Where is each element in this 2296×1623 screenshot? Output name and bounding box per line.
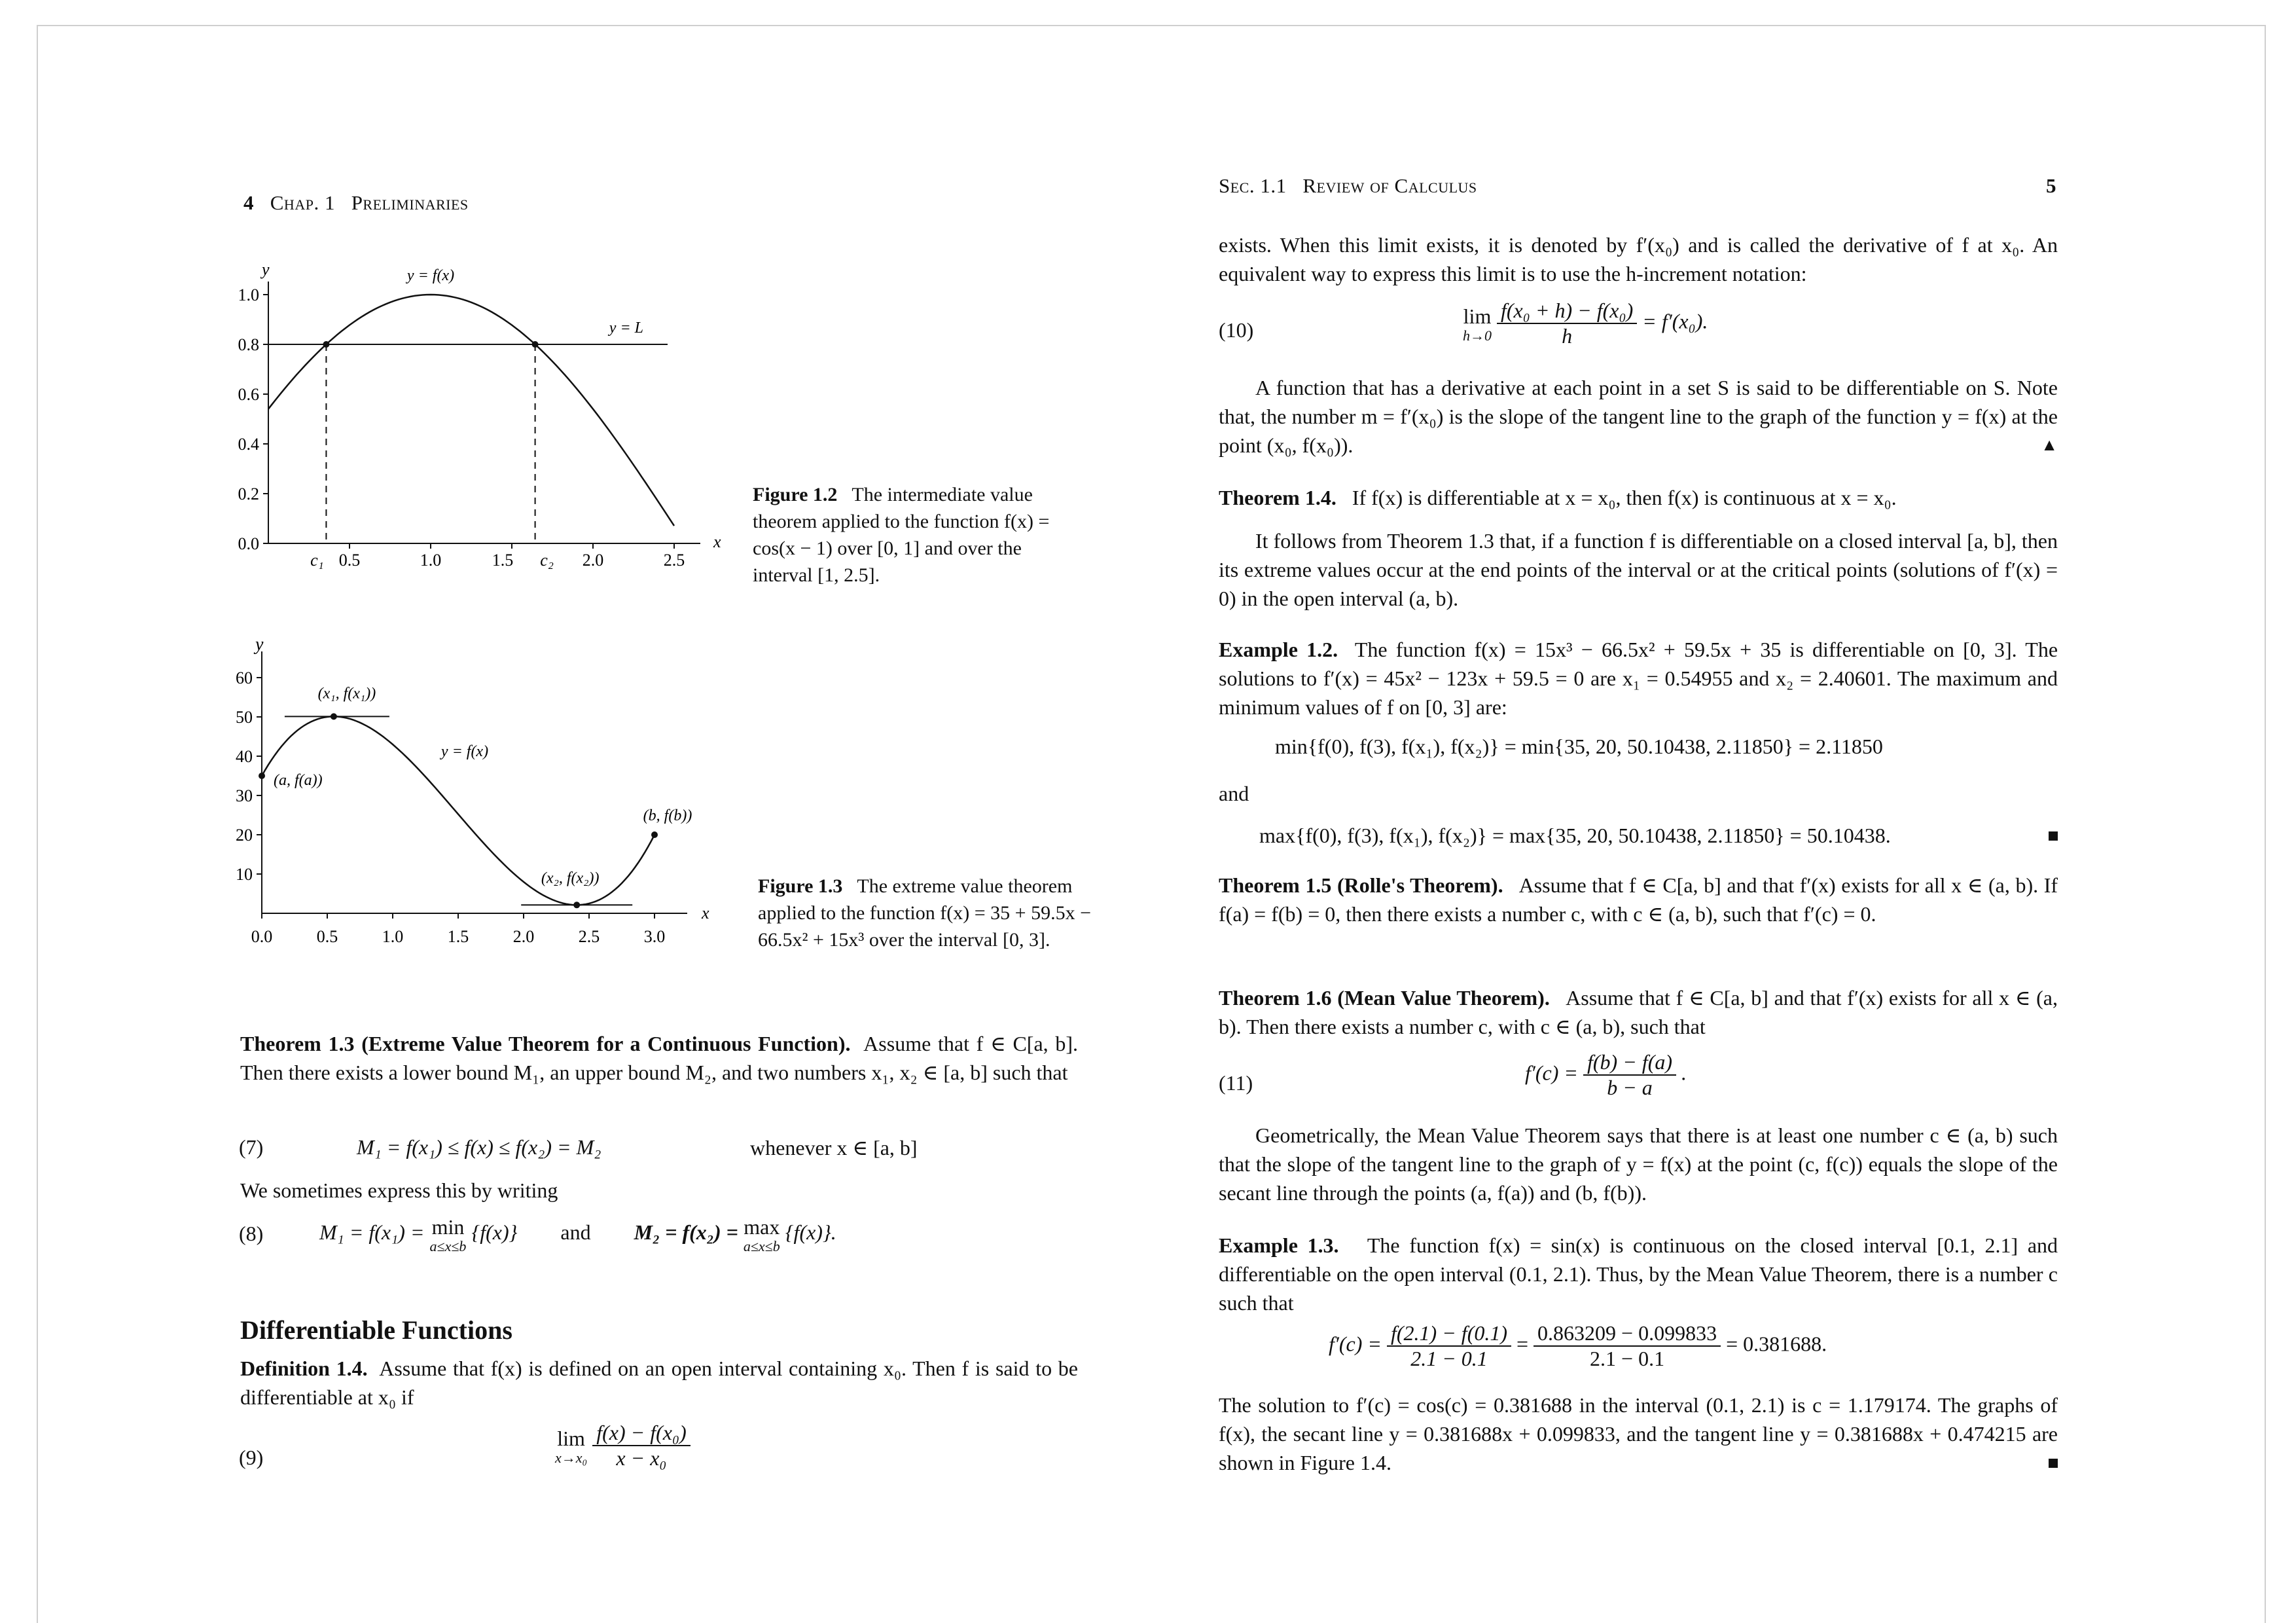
example-1-3-frac1-num: f(2.1) − f(0.1) (1387, 1321, 1511, 1347)
eq-11-lhs: f′(c) = (1525, 1061, 1578, 1085)
example-1-3-solution-text: The solution to f′(c) = cos(c) = 0.381688 in the interval (0.1, 2.1) is c = 1.179174. The graphs of f(x), the secant line y = 0.381688x + 0.099833, and the tangent line y = 0.381688x + 0.474215 are shown in Figure 1.4. (1219, 1393, 2058, 1474)
eq-10-denominator: h (1562, 324, 1573, 348)
definition-1-4-body: Assume that f(x) is defined on an open interval containing x₀. Then f is said to be differentiable at x₀ if (240, 1357, 1079, 1409)
example-1-2-title: Example 1.2. (1219, 638, 1338, 661)
eq-10-number: (10) (1219, 318, 1254, 342)
x-tick-label: 1.0 (420, 551, 442, 570)
eq-11-body (1525, 1050, 1687, 1100)
x-axis-label: x (713, 532, 721, 551)
eq-8-right-arg: {f(x)}. (785, 1220, 836, 1244)
eq-8-body (319, 1215, 836, 1254)
example-1-3-lhs: f′(c) = (1329, 1332, 1382, 1356)
point-b (651, 831, 658, 838)
figure-1-2-caption-text: The intermediate value theorem applied to the function f(x) = cos(x − 1) over [0, 1] and over the interval [1, 2.5]. (753, 484, 1050, 586)
scan-border-right (2265, 25, 2266, 1623)
example-1-2-min-equation: min{f(0), f(3), f(x₁), f(x₂)} = min{35, 20, 50.10438, 2.11850} = 2.11850 (1275, 735, 1883, 758)
differentiable-paragraph-text: A function that has a derivative at each point in a set S is said to be differentiable on S. Note that, the number m = f′(x₀) is the slope of the tangent line to the graph of the function y = f(x) at the point (x₀, f(x₀)). (1219, 376, 2058, 457)
point-x1 (331, 713, 337, 720)
eq-9-fraction (592, 1421, 691, 1470)
eq-11-numerator: f(b) − f(a) (1583, 1050, 1676, 1076)
x-tick-label: 0.0 (251, 927, 273, 946)
x-tick-label: 2.5 (663, 551, 685, 570)
x-tick-label: 1.0 (382, 927, 404, 946)
example-1-3-frac2-num: 0.863209 − 0.099833 (1534, 1321, 1721, 1347)
x-tick-label: 3.0 (643, 927, 666, 946)
eq-10-lim-sub: h→0 (1463, 327, 1492, 344)
eq-10-lim (1463, 304, 1492, 343)
eq-8-max-sub: a≤x≤b (743, 1238, 780, 1254)
follows-paragraph: It follows from Theorem 1.3 that, if a function f is differentiable on a closed interval [a, b], then its extreme values occur at the end points of the interval or at the critical points (solutions of f′(x) = 0) in the open interval (a, b). (1219, 529, 2058, 610)
c2-point (532, 341, 539, 348)
figure-1-3-caption-label: Figure 1.3 (758, 875, 843, 897)
example-1-2 (1219, 635, 2058, 721)
eq-8-min-sub: a≤x≤b (429, 1238, 467, 1254)
example-1-3-frac1-den: 2.1 − 0.1 (1410, 1347, 1488, 1370)
theorem-1-4-title: Theorem 1.4. (1219, 486, 1336, 509)
c1-point (323, 341, 329, 348)
example-1-3-rhs: = 0.381688. (1726, 1332, 1827, 1356)
definition-1-4 (240, 1354, 1078, 1412)
theorem-1-6 (1219, 983, 2058, 1041)
example-1-2-max-equation (1259, 824, 2058, 848)
curve-label: y = f(x) (406, 267, 455, 284)
eq-8-number: (8) (239, 1222, 264, 1245)
y-tick-label: 40 (236, 747, 253, 766)
left-chapter-title: Preliminaries (351, 191, 469, 214)
end-of-example-square-icon (2049, 831, 2058, 841)
scan-border-left (37, 25, 38, 1623)
y-tick-label: 0.6 (238, 385, 259, 404)
example-1-3-fraction-1 (1387, 1321, 1511, 1371)
eq-8-min-op: min (431, 1215, 465, 1239)
example-1-2-body: The function f(x) = 15x³ − 66.5x² + 59.5x + 35 is differentiable on [0, 3]. The solutions to f′(x) = 45x² − 123x + 59.5 = 0 are x₁ = 0.54955 and x₂ = 2.40601. The maximum and minimum values of f on [0, 3] are: (1219, 638, 2058, 719)
x-tick-label: 0.5 (316, 927, 338, 946)
c2-label: c₂ (540, 551, 554, 570)
definition-1-4-title: Definition 1.4. (240, 1357, 368, 1380)
eq-8-and: and (560, 1220, 591, 1244)
figure-1-3-caption-text: The extreme value theorem applied to the function f(x) = 35 + 59.5x − 66.5x² + 15x³ over the interval [0, 3]. (758, 875, 1091, 951)
eq-11-end: . (1681, 1061, 1687, 1085)
eq-7-number: (7) (239, 1135, 264, 1159)
theorem-1-5-body: Assume that f ∈ C[a, b] and that f′(x) exists for all x ∈ (a, b). If f(a) = f(b) = 0, then there exists a number c, with c ∈ (a, b), such that f′(c) = 0. (1219, 873, 2058, 926)
point-b-label: (b, f(b)) (643, 807, 692, 824)
sometimes-text: We sometimes express this by writing (240, 1178, 558, 1202)
y-tick-label: 50 (236, 708, 253, 727)
point-a (259, 773, 265, 779)
figure-1-2-caption-label: Figure 1.2 (753, 484, 838, 505)
example-1-3-body: The function f(x) = sin(x) is continuous on the closed interval [0.1, 2.1] and differentiable on the open interval (0.1, 2.1). Thus, by the Mean Value Theorem, there is a number c such that (1219, 1233, 2058, 1315)
example-1-3-equation: f′(c) = $\frac{f(2.1) - f(0.1)}{2.1 - 0.1}$ = $\frac{0.863209 - 0.099833}{2.1 - 0.1}$ = 0.381688. (1329, 1321, 1827, 1370)
y-tick-label: 0.2 (238, 484, 259, 503)
x-tick-label: 1.5 (447, 927, 469, 946)
point-x2 (573, 902, 580, 908)
right-page-number: 5 (2046, 174, 2056, 197)
y-tick-label: 0.0 (238, 534, 259, 553)
example-1-3-frac2-den: 2.1 − 0.1 (1590, 1347, 1665, 1370)
eq-11-number: (11) (1219, 1071, 1253, 1095)
figure-1-2-caption (753, 481, 1086, 589)
eq-8-left: M₁ = f(x₁) = (319, 1220, 425, 1244)
scan-border-top (37, 25, 2266, 26)
point-x2-label: (x₂, f(x₂)) (541, 869, 600, 887)
eq-10-numerator: f(x₀ + h) − f(x₀) (1497, 299, 1637, 324)
x-tick-label: 1.5 (492, 551, 514, 570)
eq-10-fraction (1497, 299, 1637, 348)
x-tick-label: 2.5 (578, 927, 600, 946)
theorem-1-5-title: Theorem 1.5 (Rolle's Theorem). (1219, 873, 1503, 897)
eq-10-lim-op: lim (1463, 304, 1492, 328)
example-1-3-fraction-2 (1534, 1321, 1721, 1371)
eq-8-left-arg: {f(x)} (471, 1220, 518, 1244)
y-tick-label: 30 (236, 786, 253, 805)
y-tick-label: 10 (236, 865, 253, 884)
point-x1-label: (x₁, f(x₁)) (317, 685, 376, 702)
y-tick-label: 0.8 (238, 335, 259, 354)
x-tick-label: 2.0 (582, 551, 604, 570)
right-running-header (1219, 174, 1477, 198)
end-of-definition-triangle-icon: ▲ (2041, 435, 2058, 454)
example-1-3-solution (1219, 1391, 2058, 1477)
eq-8-right: M₂ = f(x₂) = (634, 1220, 738, 1244)
eq-8-max-op: max (744, 1215, 780, 1239)
left-page-number: 4 (243, 191, 254, 214)
y-axis-label: y (262, 260, 270, 279)
eq-9-lim-op: lim (557, 1426, 585, 1450)
eq-10-rhs: = f′(x₀). (1642, 309, 1708, 333)
section-title-differentiable: Differentiable Functions (240, 1315, 512, 1345)
figure-1-3-chart (223, 632, 746, 985)
curve-label: y = f(x) (440, 743, 489, 760)
eq-7-body: M₁ = f(x₁) ≤ f(x) ≤ f(x₂) = M₂ (357, 1135, 601, 1159)
eq-11-denominator: b − a (1607, 1076, 1653, 1099)
example-1-2-and: and (1219, 782, 1249, 805)
left-chapter: Chap. 1 (270, 191, 335, 214)
eq-9-numerator: f(x) − f(x₀) (592, 1421, 691, 1446)
example-1-3-title: Example 1.3. (1219, 1233, 1339, 1257)
example-1-3 (1219, 1231, 2058, 1317)
eq-8-min (430, 1215, 467, 1254)
left-running-header (243, 191, 469, 215)
x-axis-label: x (702, 903, 709, 922)
y-axis-label: y (255, 634, 264, 655)
eq-9-denominator: x − x₀ (616, 1446, 667, 1470)
theorem-1-3-title: Theorem 1.3 (Extreme Value Theorem for a Continuous Function). (240, 1032, 851, 1055)
figure-1-3-caption (758, 873, 1092, 953)
y-tick-label: 1.0 (238, 285, 259, 304)
y-tick-label: 20 (236, 826, 253, 845)
line-L-label: y = L (609, 319, 644, 337)
theorem-1-3 (240, 1029, 1078, 1087)
x-tick-label: 2.0 (512, 927, 535, 946)
example-1-2-max-text: max{f(0), f(3), f(x₁), f(x₂)} = max{35, 20, 50.10438, 2.11850} = 50.10438. (1259, 824, 1891, 847)
right-section-title: Review of Calculus (1302, 174, 1477, 197)
eq-7-condition: whenever x ∈ [a, b] (750, 1136, 918, 1159)
eq-8-max (744, 1215, 780, 1254)
eq-9-lim-sub: x→x₀ (555, 1449, 588, 1466)
eq-10-body (1463, 299, 1708, 348)
right-section: Sec. 1.1 (1219, 174, 1287, 197)
theorem-1-4 (1219, 483, 2058, 512)
theorem-1-6-body: Assume that f ∈ C[a, b] and that f′(x) exists for all x ∈ (a, b). Then there exists a number c, with c ∈ (a, b), such that (1219, 986, 2058, 1038)
theorem-1-6-title: Theorem 1.6 (Mean Value Theorem). (1219, 986, 1550, 1010)
theorem-1-3-body: Assume that f ∈ C[a, b]. Then there exists a lower bound M₁, an upper bound M₂, and two numbers x₁, x₂ ∈ [a, b] such that (240, 1032, 1079, 1084)
theorem-1-5 (1219, 871, 2058, 928)
differentiable-paragraph (1219, 373, 2058, 460)
eq-11-fraction (1583, 1050, 1676, 1100)
end-of-example-1-3-square-icon (2049, 1459, 2058, 1468)
figure-1-2-chart (223, 255, 746, 589)
x-tick-label: 0.5 (338, 551, 361, 570)
geometric-paragraph: Geometrically, the Mean Value Theorem says that there is at least one number c ∈ (a, b) such that the slope of the tangent line to the graph of y = f(x) at the point (c, f(c)) equals the slope of the secant line through the points (a, f(a)) and (b, f(b)). (1219, 1123, 2058, 1205)
eq-9-number: (9) (239, 1446, 264, 1469)
derivative-intro: exists. When this limit exists, it is denoted by f′(x₀) and is called the derivative of f at x₀. An equivalent way to express this limit is to use the h-increment notation: (1219, 233, 2058, 285)
eq-9-body (555, 1421, 691, 1470)
point-a-label: (a, f(a)) (274, 772, 323, 789)
y-tick-label: 60 (236, 668, 253, 687)
y-tick-label: 0.4 (238, 435, 259, 454)
c1-label: c₁ (310, 551, 324, 570)
theorem-1-4-body: If f(x) is differentiable at x = x₀, then f(x) is continuous at x = x₀. (1352, 486, 1897, 509)
eq-9-lim (555, 1427, 587, 1465)
